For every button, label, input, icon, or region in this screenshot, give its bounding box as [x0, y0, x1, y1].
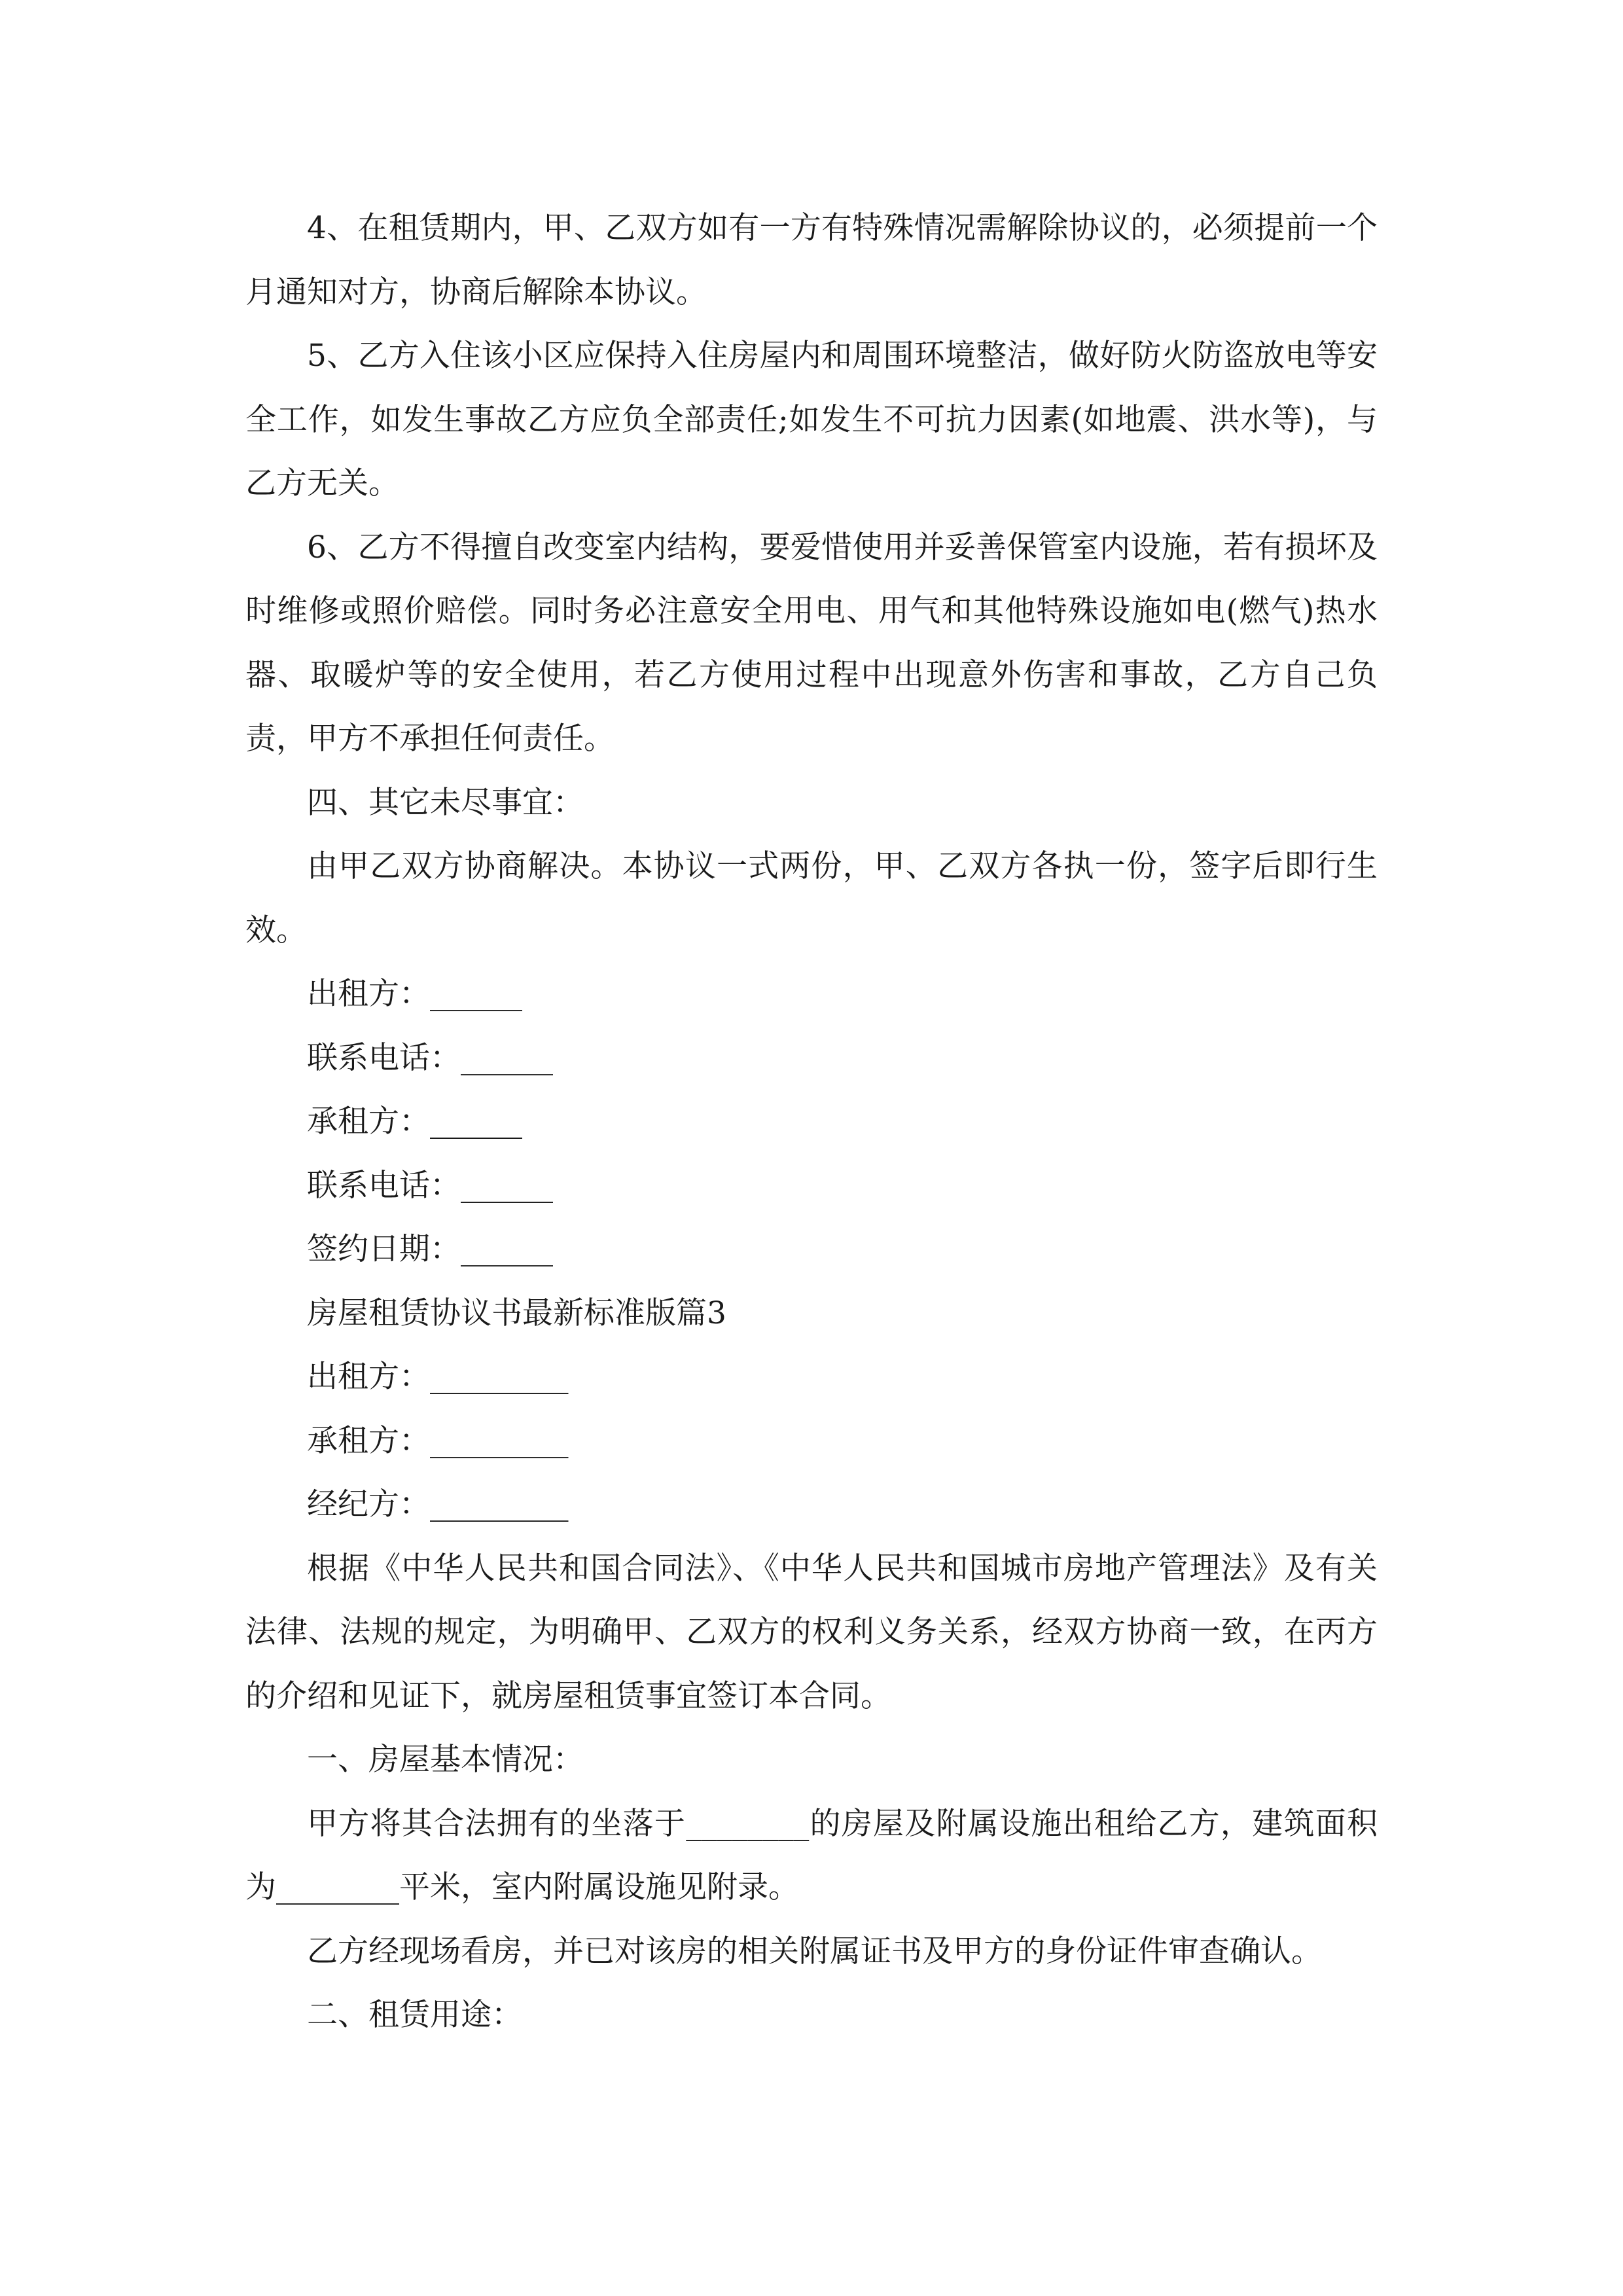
legal-basis-paragraph: 根据《中华人民共和国合同法》、《中华人民共和国城市房地产管理法》及有关法律、法规的规定，为明确甲、乙双方的权利义务关系，经双方协商一致，在丙方的介绍和见证下，就房屋租赁事宜签订本合同。 — [245, 1550, 1378, 1714]
lessee-line: 承租方：_________ — [307, 1422, 569, 1459]
document-body — [245, 196, 1378, 2047]
clause-5-safety: 5、乙方入住该小区应保持入住房屋内和周围环境整洁，做好防火防盗放电等安全工作，如发生事故乙方应负全部责任;如发生不可抗力因素(如地震、洪水等)，与乙方无关。 — [245, 338, 1378, 501]
inspection-confirmation-paragraph: 乙方经现场看房，并已对该房的相关附属证书及甲方的身份证件审查确认。 — [307, 1933, 1322, 1969]
signing-date-line: 签约日期：______ — [307, 1231, 553, 1267]
section-heading-other-matters: 四、其它未尽事宜： — [307, 784, 584, 821]
lessor-line: 出租方：_________ — [307, 1359, 569, 1395]
lessor-signature-line: 出租方：______ — [307, 976, 522, 1012]
section-heading-lease-purpose: 二、租赁用途： — [307, 1997, 522, 2033]
clause-4-termination: 4、在租赁期内，甲、乙双方如有一方有特殊情况需解除协议的，必须提前一个月通知对方，协商后解除本协议。 — [245, 210, 1378, 310]
broker-line: 经纪方：_________ — [307, 1486, 569, 1522]
agreement-title-part-3: 房屋租赁协议书最新标准版篇3 — [307, 1295, 726, 1331]
lessee-phone-line: 联系电话：______ — [307, 1167, 553, 1204]
section-heading-property-info: 一、房屋基本情况： — [307, 1742, 584, 1778]
lessor-phone-line: 联系电话：______ — [307, 1039, 553, 1076]
lessee-signature-line: 承租方：______ — [307, 1103, 522, 1139]
other-matters-text: 由甲乙双方协商解决。本协议一式两份，甲、乙双方各执一份，签字后即行生效。 — [245, 848, 1378, 948]
property-location-paragraph: 甲方将其合法拥有的坐落于________的房屋及附属设施出租给乙方，建筑面积为________平米，室内附属设施见附录。 — [245, 1805, 1378, 1905]
clause-6-structure: 6、乙方不得擅自改变室内结构，要爱惜使用并妥善保管室内设施，若有损坏及时维修或照价赔偿。同时务必注意安全用电、用气和其他特殊设施如电(燃气)热水器、取暖炉等的安全使用，若乙方使用过程中出现意外伤害和事故，乙方自己负责，甲方不承担任何责任。 — [245, 529, 1378, 757]
